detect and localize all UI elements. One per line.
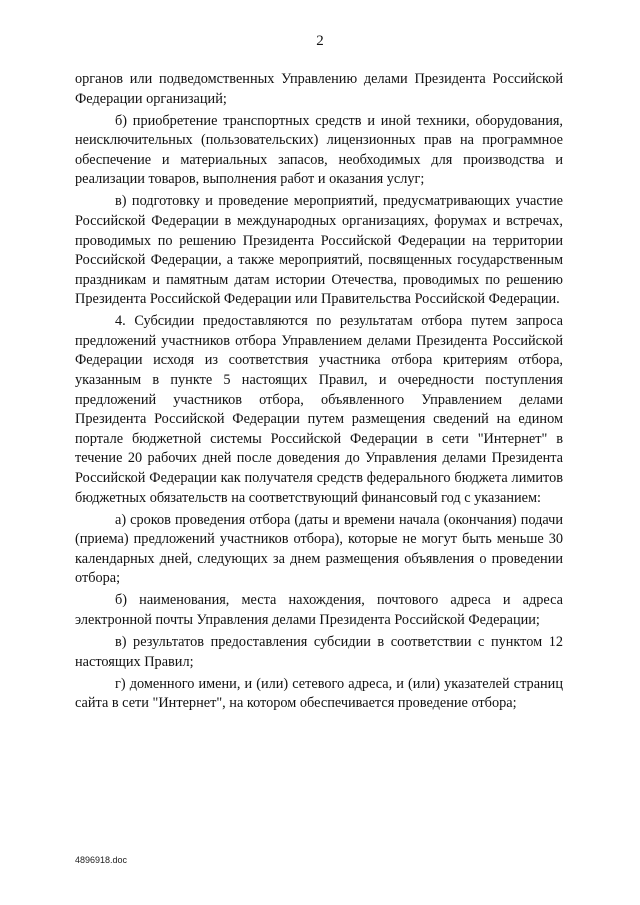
paragraph-item-v-results: в) результатов предоставления субсидии в соответствии с пунктом 12 настоящих Правил; [75,633,563,670]
paragraph-orgs-continuation: органов или подведомственных Управлению делами Президента Российской Федерации организаций; [75,71,563,107]
paragraph-clause-4: 4. Субсидии предоставляются по результатам отбора путем запроса предложений участников отбора Управлением делами Президента Российской Федерации исходя из соответствия участника отбора критериям отбора, указанным в пункте 5 настоящих Правил, и очередности поступления предложений участников отбора, объявленного Управлением делами Президента Российской Федерации путем размещения сведений на едином портале бюджетной системы Российской Федерации в сети "Интернет" в течение 20 рабочих дней после доведения до Управления делами Президента Российской Федерации как получателя средств федерального бюджета лимитов бюджетных обязательств на соответствующий финансовый год с указанием: [75,313,563,506]
file-name-footer: 4896918.doc [75,855,128,865]
page-number: 2 [316,33,324,49]
paragraph-item-a-terms: а) сроков проведения отбора (даты и времени начала (окончания) подачи (приема) предложений участников отбора), которые не могут быть меньше 30 календарных дней, следующих за днем размещения объявления о проведении отбора; [75,511,563,587]
document-body [75,70,563,716]
paragraph-item-g-domain: г) доменного имени, и (или) сетевого адреса, и (или) указателей страниц сайта в сети "Интернет", на котором обеспечивается проведение отбора; [75,675,563,712]
paragraph-item-b-name-address: б) наименования, места нахождения, почтового адреса и адреса электронной почты Управления делами Президента Российской Федерации; [75,592,563,628]
paragraph-item-v-events: в) подготовку и проведение мероприятий, предусматривающих участие Российской Федерации в международных организациях, форумах и встречах, проводимых по решению Президента Российской Федерации на территории Российской Федерации, а также мероприятий, посвященных государственным праздникам и памятным датам истории Отечества, проводимых по решению Президента Российской Федерации или Правительства Российской Федерации. [75,193,563,308]
paragraph-item-b-acquisition: б) приобретение транспортных средств и иной техники, оборудования, неисключительных (пользовательских) лицензионных прав на программное обеспечение и материальных запасов, необходимых для производства и реализации товаров, выполнения работ и оказания услуг; [75,112,563,188]
